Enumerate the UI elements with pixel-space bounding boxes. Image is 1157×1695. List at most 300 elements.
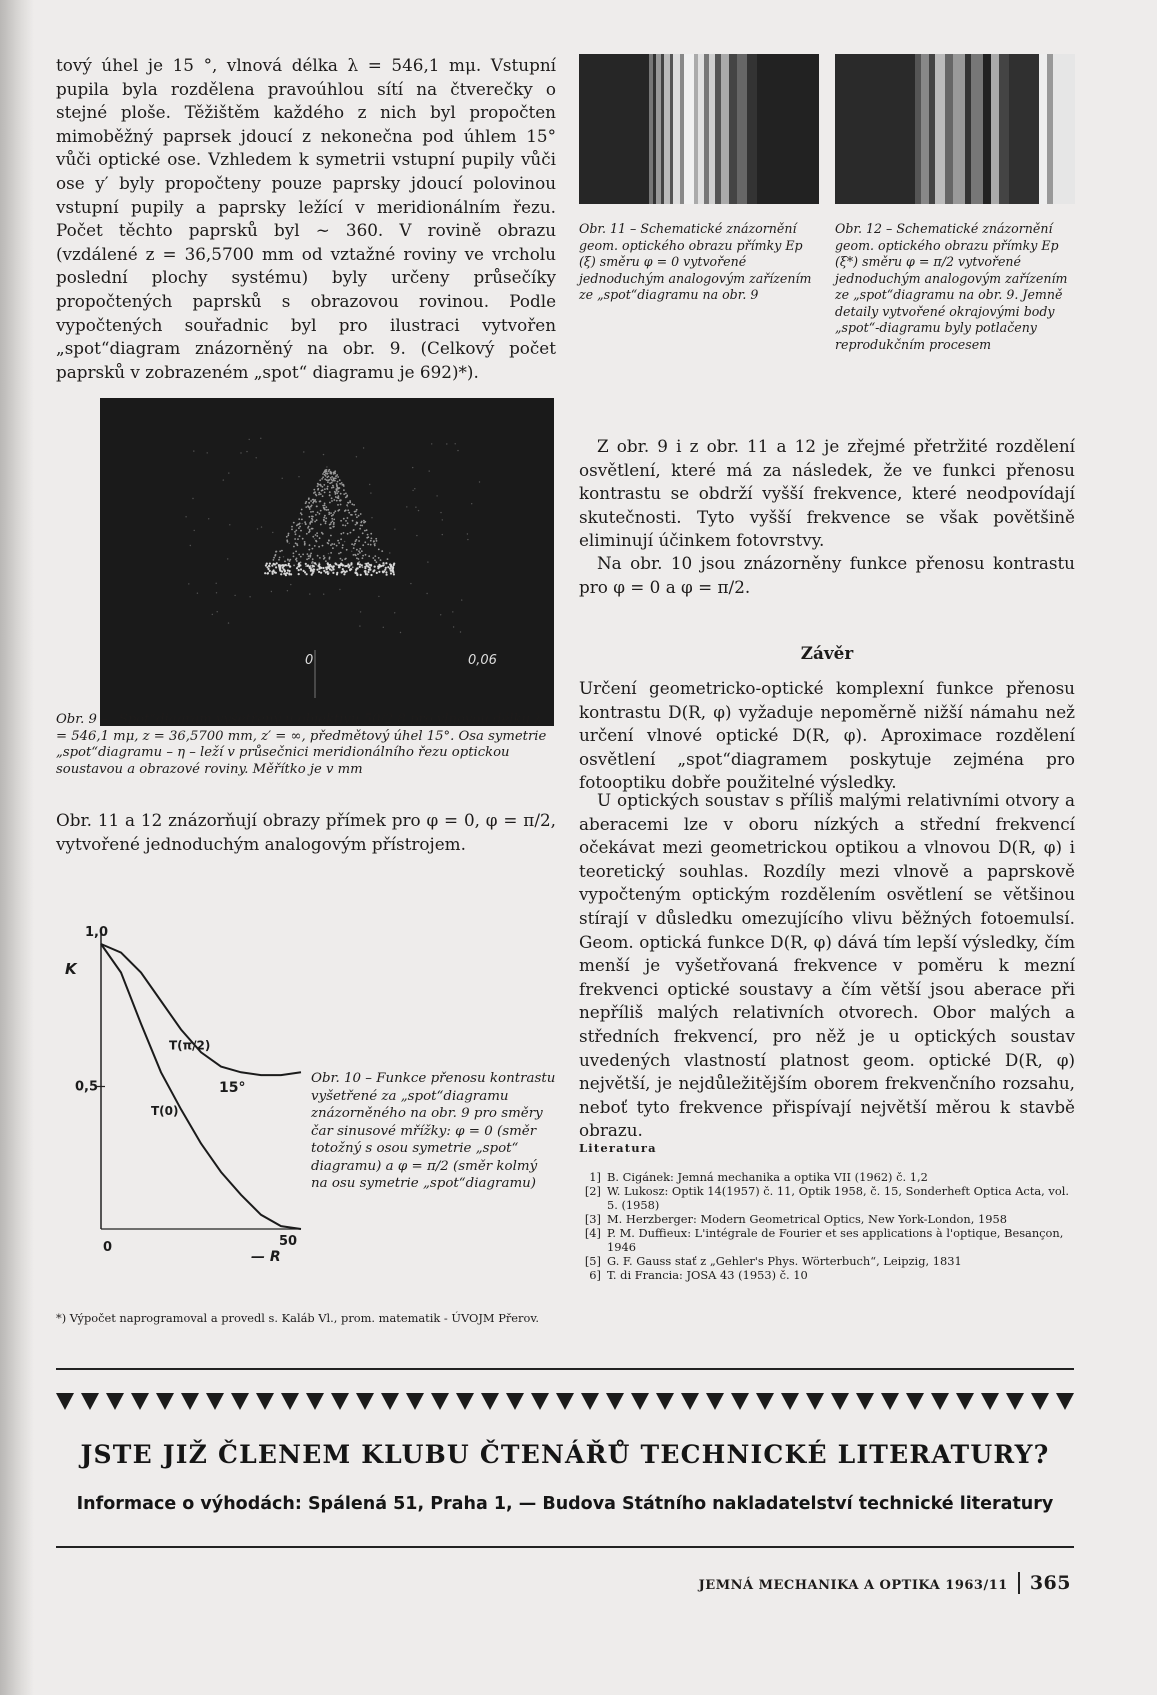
spot-point [328, 469, 330, 471]
spot-point [339, 589, 340, 590]
spot-point [260, 438, 261, 439]
spot-point [359, 566, 361, 568]
spot-point [341, 559, 343, 561]
spot-point [359, 625, 360, 626]
spot-point [312, 499, 314, 501]
spot-point [330, 473, 332, 475]
spot-point [329, 572, 330, 573]
spot-point [322, 489, 324, 491]
spot-point [308, 502, 310, 504]
spot-point [370, 544, 372, 546]
spot-point [309, 593, 310, 594]
spot-point [338, 553, 340, 555]
spot-point [325, 517, 327, 519]
spot-point [341, 484, 343, 486]
spot-point [333, 543, 335, 545]
spot-point [384, 569, 386, 571]
spot-point [311, 562, 313, 564]
spot-point [315, 540, 317, 542]
spot-point [314, 491, 316, 493]
spot-point [326, 473, 328, 475]
spot-point [264, 572, 266, 574]
spot-point [197, 593, 198, 594]
spot-point [390, 572, 392, 574]
figure-9-spot-diagram [100, 398, 554, 726]
spot-point [370, 574, 372, 576]
spot-point [330, 512, 332, 514]
spot-point [271, 571, 273, 573]
triangle-ornament [281, 1393, 299, 1410]
spot-point [370, 492, 371, 493]
spot-point [355, 514, 357, 516]
spot-point [336, 492, 338, 494]
conclusion-paragraph-2: U optických soustav s příliš malými relativními otvory a aberacemi lze v oboru nízkých a střední frekvencí očekávat mezi geometrickou optikou a vlnovou D(R, φ) i teoretický souhlas. Rozdíly mezi vlnově a paprskově vypočteným optickým rozdělením osvětlení se většinou stírají v důsledku omezujícího vlivu běžných fotoemulsí. Geom. optická funkce D(R, φ) dává tím lepší výsledky, čím menší je vyšetřovaná frekvence v poměru k mezní frekvenci optické soustavy a čím větší jsou aberace při nepříliš malých relativních otvorech. Obor malých a středních frekvencí, pro něž je u optických soustav uvedených vlastností platnost geom. optické D(R, φ) největší, je nejdůležitějším oborem frekvenčního rozsahu, neboť tyto frekvence přispívají největší měrou k stavbě obrazu. [579, 790, 1075, 1141]
spot-point [207, 452, 208, 453]
spot-point [367, 536, 369, 538]
x-axis-label: — R [251, 1249, 281, 1265]
conclusion-paragraph-1: Určení geometricko-optické komplexní funkce přenosu kontrastu D(R, φ) vyžaduje nepoměrně nižší námahu než určení vlnové optické D(R, φ). Aproximace rozdělení osvětlení „spot“diagramem poskytuje zejména pro fotooptiku dobře použitelné výsledky. [579, 678, 1075, 793]
triangle-ornament [1006, 1393, 1024, 1410]
spot-point [340, 558, 342, 560]
spot-point [352, 520, 354, 522]
spot-point [308, 498, 310, 500]
spot-point [340, 504, 342, 506]
spot-point [356, 456, 357, 457]
spot-point [367, 544, 369, 546]
spot-point [305, 563, 307, 565]
spot-point [350, 532, 352, 534]
spot-point [319, 568, 321, 570]
scale-end: 0,06 [468, 653, 497, 668]
stripe [721, 54, 729, 204]
spot-point [339, 500, 341, 502]
spot-point [332, 547, 334, 549]
spot-point [380, 559, 382, 561]
spot-point [308, 558, 310, 560]
spot-point [324, 488, 326, 490]
spot-point [455, 443, 456, 444]
triangle-ornament [1031, 1393, 1049, 1410]
triangle-ornament [756, 1393, 774, 1410]
spot-point [313, 489, 315, 491]
spot-point [375, 543, 376, 544]
triangle-ornament [256, 1393, 274, 1410]
spot-point [330, 477, 332, 479]
spot-point [344, 558, 346, 560]
spot-point [188, 583, 189, 584]
spot-point [317, 485, 319, 487]
spot-point [315, 534, 317, 536]
spot-point [311, 521, 313, 523]
spot-point [193, 450, 194, 451]
spot-point [333, 499, 335, 501]
stripe [945, 54, 953, 204]
spot-point [364, 530, 366, 532]
spot-point [328, 513, 330, 515]
spot-point [320, 524, 322, 526]
spot-point [306, 533, 308, 535]
spot-point [336, 545, 338, 547]
stripe [653, 54, 656, 204]
spot-point [340, 533, 342, 535]
spot-point [298, 569, 300, 571]
spot-point [369, 567, 371, 569]
spot-point [387, 558, 389, 560]
spot-point [343, 573, 345, 575]
spot-point [304, 544, 306, 546]
spot-point [414, 488, 415, 489]
spot-point [378, 557, 380, 559]
spot-point [323, 507, 325, 509]
triangle-ornament [181, 1393, 199, 1410]
triangle-ornament [531, 1393, 549, 1410]
spot-point [357, 553, 359, 555]
spot-point [286, 539, 288, 541]
spot-point [299, 526, 301, 528]
spot-point [300, 556, 302, 558]
spot-point [331, 497, 333, 499]
spot-point [291, 529, 293, 531]
spot-point [298, 565, 300, 567]
spot-point [288, 533, 290, 535]
spot-point [381, 550, 383, 552]
stripe [953, 54, 965, 204]
spot-point [345, 493, 347, 495]
spot-point [298, 527, 300, 529]
spot-point [343, 485, 345, 487]
spot-point [356, 509, 358, 511]
spot-point [347, 522, 349, 524]
spot-point [314, 538, 315, 539]
reference-number: 1] [589, 1170, 601, 1184]
spot-point [452, 611, 453, 612]
spot-point [373, 540, 375, 542]
spot-point [342, 524, 344, 526]
spot-point [326, 476, 328, 478]
spot-point [319, 557, 321, 559]
spot-point [318, 492, 320, 494]
spot-point [287, 534, 289, 536]
spot-point [305, 523, 307, 525]
spot-point [354, 554, 356, 556]
spot-point [471, 503, 472, 504]
spot-point [326, 509, 328, 511]
spot-point [240, 452, 241, 453]
spot-point [322, 476, 324, 478]
spot-point [308, 549, 310, 551]
spot-point [310, 553, 312, 555]
spot-point [309, 556, 311, 558]
spot-point [378, 571, 380, 573]
spot-point [323, 570, 325, 572]
spot-point [350, 568, 352, 570]
spot-point [400, 632, 401, 633]
spot-point [332, 526, 334, 528]
spot-point [275, 566, 277, 568]
spot-point [323, 519, 325, 521]
spot-point [287, 569, 289, 571]
spot-point [427, 561, 428, 562]
spot-point [461, 599, 462, 600]
spot-point [306, 573, 308, 575]
reference-item [579, 1268, 1079, 1282]
spot-point [383, 627, 384, 628]
curve-label-t-zero: T(0) [151, 1104, 179, 1118]
spot-point [334, 470, 336, 472]
spot-point [234, 595, 235, 596]
spot-point [332, 514, 334, 516]
spot-point [348, 502, 350, 504]
spot-point [310, 511, 312, 513]
spot-point [267, 568, 269, 570]
spot-point [358, 550, 360, 552]
spot-point [309, 544, 311, 546]
spot-point [296, 525, 298, 527]
angle-label: 15° [219, 1080, 246, 1097]
spot-point [341, 571, 343, 573]
spot-point [342, 547, 344, 549]
spot-point [324, 504, 326, 506]
spot-point [310, 568, 312, 570]
stripe [737, 54, 747, 204]
spot-point [323, 484, 325, 486]
spot-point [457, 450, 458, 451]
spot-point [269, 570, 271, 572]
reference-number: [3] [584, 1212, 601, 1226]
spot-point [364, 570, 366, 572]
spot-point [335, 496, 337, 498]
spot-point [363, 520, 365, 522]
spot-point [256, 457, 257, 458]
spot-point [318, 494, 320, 496]
triangle-ornament [656, 1393, 674, 1410]
reference-text: B. Cigánek: Jemná mechanika a optika VII (1962) č. 1,2 [607, 1170, 928, 1184]
spot-point [327, 543, 329, 545]
spot-point [304, 541, 306, 543]
spot-point [322, 567, 324, 569]
triangle-ornament [931, 1393, 949, 1410]
spot-point [330, 544, 332, 546]
spot-point [325, 560, 327, 562]
left-column [56, 54, 556, 1325]
spot-point [389, 552, 390, 553]
spot-point [343, 532, 345, 534]
reference-text: M. Herzberger: Modern Geometrical Optics, New York-London, 1958 [607, 1212, 1007, 1226]
spot-point [267, 572, 269, 574]
spot-point [300, 568, 302, 570]
spot-point [302, 554, 304, 556]
spot-point [284, 561, 286, 563]
spot-point [323, 558, 325, 560]
spot-point [316, 532, 318, 534]
spot-point [312, 548, 314, 550]
spot-point [319, 537, 321, 539]
scale-start: 0 [305, 653, 314, 668]
spot-point [212, 614, 213, 615]
triangle-ornament [206, 1393, 224, 1410]
spot-point [367, 534, 369, 536]
spot-point [362, 557, 364, 559]
spot-point [346, 549, 348, 551]
spot-point [335, 477, 337, 479]
figure-9-caption: Obr. 9 – „Spot“diagram vyšetřený u objektivu 50/2,8 pro vlnovou délku λ = 546,1 mμ, z = 36,5700 mm, z′ = ∞, předmětový úhel 15°. Osa symetrie „spot“diagramu – η – leží v průsečnici meridionálního řezu optickou soustavou a obrazové roviny. Měřítko je v mm [56, 712, 547, 777]
spot-point [336, 500, 338, 502]
spot-point [325, 523, 327, 525]
spot-point [339, 479, 341, 481]
spot-point [385, 571, 387, 573]
spot-point [340, 493, 342, 495]
spot-point [376, 572, 378, 574]
spot-point [370, 540, 372, 542]
spot-point [323, 472, 325, 474]
spot-point [392, 566, 394, 568]
spot-point [348, 512, 350, 514]
spot-point [293, 565, 295, 567]
spot-point [307, 553, 309, 555]
spot-point [353, 504, 355, 506]
spot-point [249, 439, 250, 440]
spot-point [317, 483, 319, 485]
spot-point [376, 540, 378, 542]
spot-point [311, 528, 313, 530]
conclusion-heading: Závěr [800, 643, 854, 663]
spot-point [361, 550, 363, 552]
triangle-ornament [231, 1393, 249, 1410]
spot-point [309, 522, 311, 524]
spot-point [291, 526, 293, 528]
triangle-ornament-row [56, 1393, 1074, 1410]
spot-point [316, 495, 318, 497]
spot-point [382, 565, 384, 567]
y-axis-label: K [65, 960, 77, 978]
spot-point [318, 564, 320, 566]
triangle-ornament [981, 1393, 999, 1410]
spot-point [358, 536, 360, 538]
spot-point [317, 488, 319, 490]
spot-point [331, 518, 333, 520]
spot-point [362, 566, 364, 568]
spot-point [317, 555, 319, 557]
triangle-ornament [731, 1393, 749, 1410]
spot-point [297, 538, 299, 540]
reference-number: [5] [584, 1254, 601, 1268]
spot-point [343, 570, 345, 572]
spot-point [335, 475, 337, 477]
spot-point [309, 530, 311, 532]
triangle-ornament [381, 1393, 399, 1410]
spot-point [364, 521, 366, 523]
spot-point [298, 476, 299, 477]
spot-point [330, 552, 332, 554]
spot-point [312, 519, 314, 521]
spot-point [229, 524, 230, 525]
spot-point [261, 526, 262, 527]
triangle-ornament [506, 1393, 524, 1410]
spot-point [327, 509, 329, 511]
spot-point [345, 525, 347, 527]
spot-point [333, 487, 335, 489]
spot-point [272, 532, 273, 533]
triangle-ornament [456, 1393, 474, 1410]
spot-point [309, 567, 311, 569]
spot-point [311, 516, 313, 518]
spot-point [337, 481, 339, 483]
spot-point [326, 479, 328, 481]
spot-point [347, 517, 349, 519]
spot-point [295, 542, 297, 544]
reference-number: 6] [589, 1268, 601, 1282]
spot-point [340, 552, 342, 554]
triangle-ornament [481, 1393, 499, 1410]
spot-point [302, 538, 304, 540]
spot-point [281, 550, 283, 552]
spot-point [374, 545, 376, 547]
spot-point [325, 469, 327, 471]
spot-point [217, 611, 218, 612]
spot-point [319, 513, 321, 515]
triangle-ornament [956, 1393, 974, 1410]
spot-point [311, 574, 313, 576]
stripe [715, 54, 721, 204]
spot-point [440, 512, 441, 513]
reference-text: G. F. Gauss stať z „Gehler's Phys. Wörterbuch“, Leipzig, 1831 [607, 1254, 962, 1268]
triangle-ornament [1056, 1393, 1074, 1410]
spot-point [377, 565, 379, 567]
paragraph-continuity: Z obr. 9 i z obr. 11 a 12 je zřejmé přetržité rozdělení osvětlení, které má za následek, že ve funkci přenosu kontrastu se obdrží vyšší frekvence, které neodpovídají skutečnosti. Tyto vyšší frekvence se však povětšině eliminují účinkem fotovrstvy. [579, 436, 1075, 551]
figure-12-caption: Obr. 12 – Schematické znázornění geom. optického obrazu přímky Ep (ξ*) směru φ = π/2 vytvořené jednoduchým analogovým zařízením ze „spot“diagramu na obr. 9. Jemně detaily vytvořené okrajovými body „spot“-diagramu byly potlačeny reprodukčním procesem [835, 221, 1068, 352]
reference-item [579, 1226, 1079, 1254]
spot-point [310, 506, 312, 508]
stripe [656, 54, 661, 204]
spot-point [329, 527, 331, 529]
spot-point [194, 530, 195, 531]
triangle-ornament [806, 1393, 824, 1410]
spot-point [228, 472, 229, 473]
spot-point [334, 510, 336, 512]
spot-point [316, 569, 318, 571]
spot-point [356, 516, 358, 518]
footnote: *) Výpočet naprogramoval a provedl s. Kaláb Vl., prom. matematik - ÚVOJM Přerov. [56, 1311, 540, 1325]
spot-point [362, 544, 364, 546]
spot-point [364, 566, 366, 568]
spot-point [324, 474, 326, 476]
spot-point [293, 522, 295, 524]
spot-point [340, 538, 342, 540]
spot-point [293, 552, 295, 554]
journal-title: JEMNÁ MECHANIKA A OPTIKA 1963/11 [698, 1578, 1008, 1593]
spot-point [257, 528, 258, 529]
spot-point [338, 542, 340, 544]
stripe [915, 54, 921, 204]
triangle-ornament [781, 1393, 799, 1410]
spot-point [446, 443, 447, 444]
club-info: Informace o výhodách: Spálená 51, Praha 1, — Budova Státního nakladatelství technické literatury [76, 1494, 1054, 1514]
spot-point [282, 564, 284, 566]
reference-text: P. M. Duffieux: L'intégrale de Fourier et ses applications à l'optique, Besançon, 1946 [607, 1226, 1064, 1254]
spot-point [436, 495, 437, 496]
spot-point [340, 520, 342, 522]
spot-point [309, 516, 311, 518]
y-tick-label-mid: 0,5 [75, 1079, 99, 1095]
reference-list [579, 1170, 1079, 1282]
stripe [1039, 54, 1047, 204]
page-edge-shadow [0, 0, 34, 1695]
spot-point [310, 554, 312, 556]
figure-12-image [835, 54, 1075, 204]
spot-point [318, 571, 320, 573]
spot-point [321, 532, 323, 534]
spot-point [332, 572, 334, 574]
